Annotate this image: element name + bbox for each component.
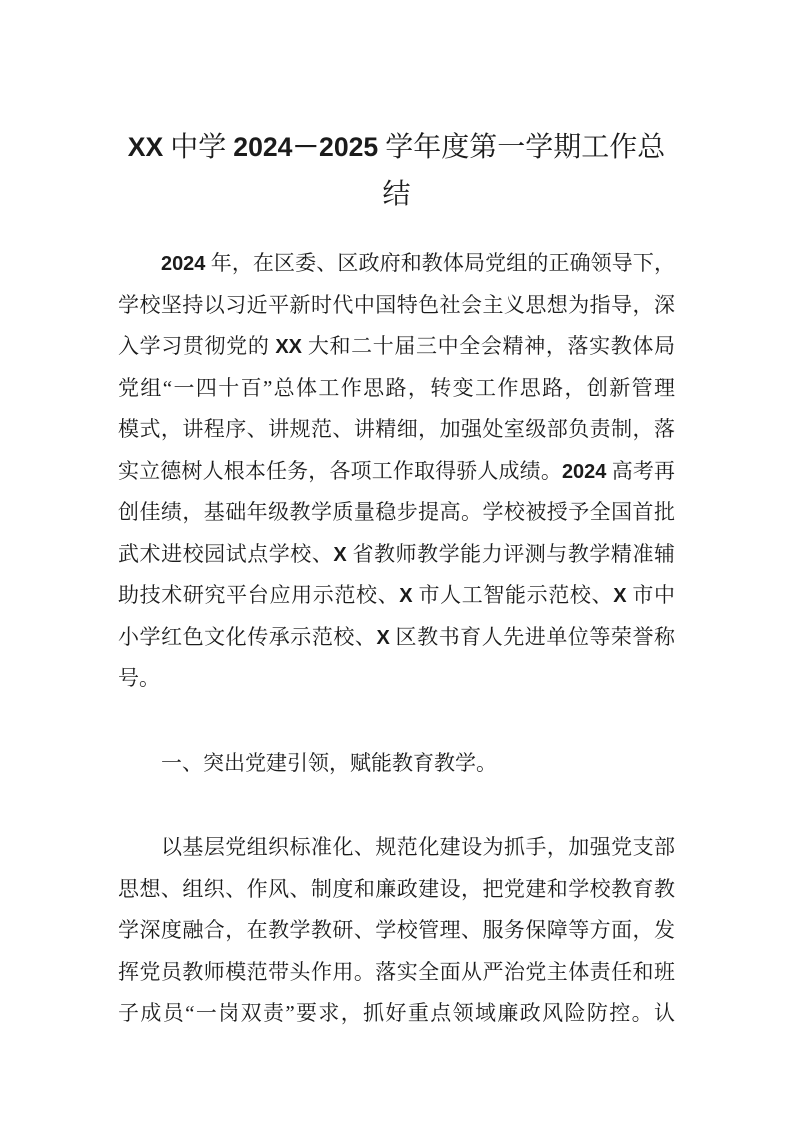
intro-paragraph-line-7: 创佳绩，基础年级教学质量稳步提高。学校被授予全国首批 bbox=[118, 500, 675, 524]
section-heading-1-line-1: 一、突出党建引领，赋能教育教学。 bbox=[161, 750, 497, 775]
intro-paragraph bbox=[118, 243, 675, 700]
latin-run: XX bbox=[275, 336, 302, 358]
party-building-paragraph-line-3: 学深度融合，在教学教研、学校管理、服务保障等方面，发 bbox=[118, 918, 675, 942]
latin-run: X bbox=[613, 585, 627, 607]
intro-paragraph-line-6: 实立德树人根本任务，各项工作取得骄人成绩。2024 高考再 bbox=[118, 458, 675, 483]
title-line-2: 结 bbox=[382, 179, 411, 210]
party-building-paragraph-line-2: 思想、组织、作风、制度和廉政建设，把党建和学校教育教 bbox=[118, 876, 675, 901]
intro-paragraph-line-1: 2024 年，在区委、区政府和教体局党组的正确领导下， bbox=[161, 251, 675, 275]
section-heading-1 bbox=[118, 743, 675, 785]
intro-paragraph-line-11: 号。 bbox=[118, 666, 160, 690]
latin-run: X bbox=[399, 585, 413, 607]
intro-paragraph-line-9: 助技术研究平台应用示范校、X 市人工智能示范校、X 市中 bbox=[118, 583, 675, 607]
latin-run: X bbox=[333, 543, 347, 566]
intro-paragraph-line-5: 模式，讲程序、讲规范、讲精细，加强处室级部负责制，落 bbox=[118, 417, 675, 441]
party-building-paragraph bbox=[118, 827, 675, 1035]
latin-run: XX bbox=[127, 132, 164, 162]
title-line-1: XX 中学 2024－2025 学年度第一学期工作总 bbox=[127, 132, 666, 163]
latin-run: X bbox=[376, 626, 390, 649]
latin-run: 2024 bbox=[561, 460, 607, 483]
intro-paragraph-line-4: 党组“一四十百”总体工作思路，转变工作思路，创新管理 bbox=[118, 375, 675, 400]
intro-paragraph-line-2: 学校坚持以习近平新时代中国特色社会主义思想为指导，深 bbox=[118, 292, 675, 317]
intro-paragraph-line-10: 小学红色文化传承示范校、X 区教书育人先进单位等荣誉称 bbox=[118, 624, 675, 649]
document-body bbox=[118, 243, 675, 1035]
intro-paragraph-line-3: 入学习贯彻党的 XX 大和二十届三中全会精神，落实教体局 bbox=[118, 334, 675, 358]
party-building-paragraph-line-4: 挥党员教师模范带头作用。落实全面从严治党主体责任和班 bbox=[118, 959, 675, 984]
intro-paragraph-line-8: 武术进校园试点学校、X 省教师教学能力评测与教学精准辅 bbox=[118, 541, 675, 566]
document-title bbox=[118, 123, 675, 219]
party-building-paragraph-line-1: 以基层党组织标准化、规范化建设为抓手，加强党支部 bbox=[161, 835, 675, 859]
latin-run: 2024 bbox=[161, 253, 206, 275]
party-building-paragraph-line-5: 子成员“一岗双责”要求，抓好重点领域廉政风险防控。认 bbox=[118, 1001, 675, 1025]
latin-run: 2024－2025 bbox=[233, 132, 379, 162]
